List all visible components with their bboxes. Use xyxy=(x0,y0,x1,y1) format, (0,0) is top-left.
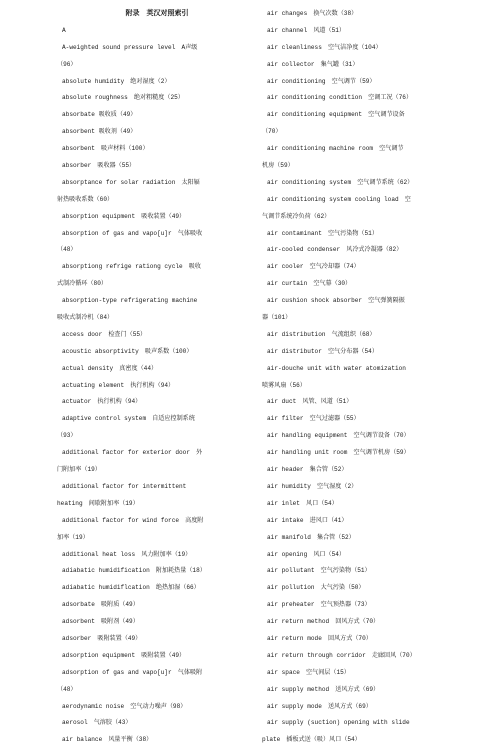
index-entry: adsorption of gas and vapo[u]r 气体吸附 xyxy=(62,668,203,676)
index-entry: actuating element 执行机构（94） xyxy=(62,381,175,389)
index-entry: air supply (suction) opening with slide xyxy=(267,719,410,727)
index-entry: air distribution 气流组织（68） xyxy=(267,330,376,338)
index-entry-continuation: 机房（59） xyxy=(262,162,294,170)
index-entry-continuation: 门附加率（19） xyxy=(57,466,101,474)
index-entry-continuation: （48） xyxy=(57,685,77,693)
index-entry-continuation: （93） xyxy=(57,432,77,440)
index-entry: additional factor for wind force 高度附 xyxy=(62,516,204,524)
index-entry-continuation: （96） xyxy=(57,60,77,68)
index-entry-continuation: 器（101） xyxy=(262,314,292,322)
index-entry: absorption of gas and vapo[u]r 气体吸收 xyxy=(62,229,203,237)
index-entry: air channel 风道（51） xyxy=(267,26,346,34)
index-entry: air conditioning machine room 空气调节 xyxy=(267,145,404,153)
index-entry-continuation: plate 插板式送（吸）风口（54） xyxy=(262,736,361,744)
index-entry: actuator 执行机构（94） xyxy=(62,398,142,406)
index-entry: air header 集合管（52） xyxy=(267,466,348,474)
index-entry: absorption-type refrigerating machine xyxy=(62,297,198,305)
index-entry: air conditioning 空气调节（59） xyxy=(267,77,376,85)
index-entry: access door 检查门（55） xyxy=(62,330,147,338)
index-entry: absolute humidity 绝对湿度（2） xyxy=(62,77,171,85)
page-title: 附录 英汉对照索引 xyxy=(125,10,189,17)
index-entry-continuation: 式制冷循环（80） xyxy=(57,280,107,288)
index-entry: air return through corridor 走廊回风（70） xyxy=(267,651,416,659)
index-entry: A-weighted sound pressure level A声级 xyxy=(62,43,198,51)
index-entry: adiabatic humidification 附加耗热量（18） xyxy=(62,567,206,575)
index-entry: additional factor for exterior door 外 xyxy=(62,449,203,457)
index-entry-continuation: 气调节系统冷负荷（62） xyxy=(262,212,331,220)
index-entry: air conditioning condition 空调工况（76） xyxy=(267,94,413,102)
index-entry: air cushion shock absorber 空气弹簧隔振 xyxy=(267,297,405,305)
index-entry: absolute roughness 绝对粗糙度（25） xyxy=(62,94,184,102)
index-entry: air duct 风管、风道（51） xyxy=(267,398,353,406)
index-entry: air supply method 送风方式（69） xyxy=(267,685,380,693)
index-entry: adsorber 吸附装置（49） xyxy=(62,634,142,642)
left-column xyxy=(57,6,243,749)
index-entry: absorption equipment 吸收装置（49） xyxy=(62,212,186,220)
index-entry: air distributor 空气分布器（54） xyxy=(267,347,378,355)
index-entry: air-douche unit with water atomization xyxy=(267,364,406,372)
index-entry: air balance 风量平衡（38） xyxy=(62,736,153,744)
index-entry: air return mode 回风方式（70） xyxy=(267,634,372,642)
index-entry: air changes 换气次数（38） xyxy=(267,10,358,17)
index-entry: air manifold 集合管（52） xyxy=(267,533,355,541)
index-entry: air return method 回风方式（70） xyxy=(267,618,380,626)
index-entry: air opening 风口（54） xyxy=(267,550,346,558)
index-entry: air contaminant 空气污染物（51） xyxy=(267,229,378,237)
index-entry: additional heat loss 风力附加率（19） xyxy=(62,550,192,558)
index-entry: absorptance for solar radiation 太阳辐 xyxy=(62,178,200,186)
index-entry: additional factor for intermittent xyxy=(62,482,187,490)
index-entry: air intake 进风口（41） xyxy=(267,516,348,524)
index-entry: air pollutant 空气污染物（51） xyxy=(267,567,371,575)
index-entry: air filter 空气过滤器（55） xyxy=(267,415,360,423)
index-entry: air handling equipment 空气调节设备（70） xyxy=(267,432,410,440)
index-entry: adaptive control system 自适应控制系统 xyxy=(62,415,195,423)
index-entry-continuation: 吸收式制冷机（84） xyxy=(57,314,114,322)
index-entry-continuation: （48） xyxy=(57,246,77,254)
index-entry: air curtain 空气幕（30） xyxy=(267,280,352,288)
index-entry: air humidity 空气湿度（2） xyxy=(267,482,358,490)
index-entry: air space 空气间层（15） xyxy=(267,668,350,676)
index-entry: absorptiong refrige rationg cycle 吸收 xyxy=(62,263,201,271)
index-entry: air cooler 空气冷却器（74） xyxy=(267,263,360,271)
index-entry: air supply mode 送风方式（69） xyxy=(267,702,372,710)
index-entry: air collector 集气罐（31） xyxy=(267,60,359,68)
index-entry: air pollution 大气污染（50） xyxy=(267,584,365,592)
index-entry-continuation: heating 间歇附加率（19） xyxy=(57,499,139,507)
index-entry: acoustic absorptivity 吸声系数（100） xyxy=(62,347,193,355)
index-entry: adsorption equipment 吸附装置（49） xyxy=(62,651,186,659)
index-entry: actual density 真密度（44） xyxy=(62,364,158,372)
index-entry: air conditioning equipment 空气调节设备 xyxy=(267,111,405,119)
index-entry: adsorbate 吸附质（49） xyxy=(62,601,139,609)
index-entry: air cleanliness 空气洁净度（104） xyxy=(267,43,382,51)
index-entry: absorbent 吸收剂（49） xyxy=(62,128,137,136)
index-entry: absorber 吸收器（55） xyxy=(62,162,136,170)
section-letter: A xyxy=(62,26,66,34)
index-entry: air conditioning system 空气调节系统（62） xyxy=(267,178,414,186)
index-entry: aerodynamic noise 空气动力噪声（98） xyxy=(62,702,187,710)
index-entry-continuation: 加率（19） xyxy=(57,533,89,541)
index-entry: absorbate 吸收质（49） xyxy=(62,111,137,119)
index-entry: air-cooled condenser 风冷式冷凝器（82） xyxy=(267,246,403,254)
index-entry: air handling unit room 空气调节机房（59） xyxy=(267,449,410,457)
index-entry: air preheater 空气预热器（73） xyxy=(267,601,371,609)
right-column xyxy=(262,6,448,749)
index-entry: air conditioning system cooling load 空 xyxy=(267,195,411,203)
index-entry-continuation: 喷雾风扇（56） xyxy=(262,381,306,389)
index-entry: air inlet 风口（54） xyxy=(267,499,338,507)
index-entry-continuation: （70） xyxy=(262,128,282,136)
index-entry: aerosol 气溶胶（43） xyxy=(62,719,132,727)
index-entry: adsorbent 吸附剂（49） xyxy=(62,618,139,626)
index-entry: adiabatic humidiflcation 绝热加湿（66） xyxy=(62,584,200,592)
index-entry-continuation: 射热吸收系数（60） xyxy=(57,195,114,203)
index-entry: absorbent 吸声材料（100） xyxy=(62,145,149,153)
